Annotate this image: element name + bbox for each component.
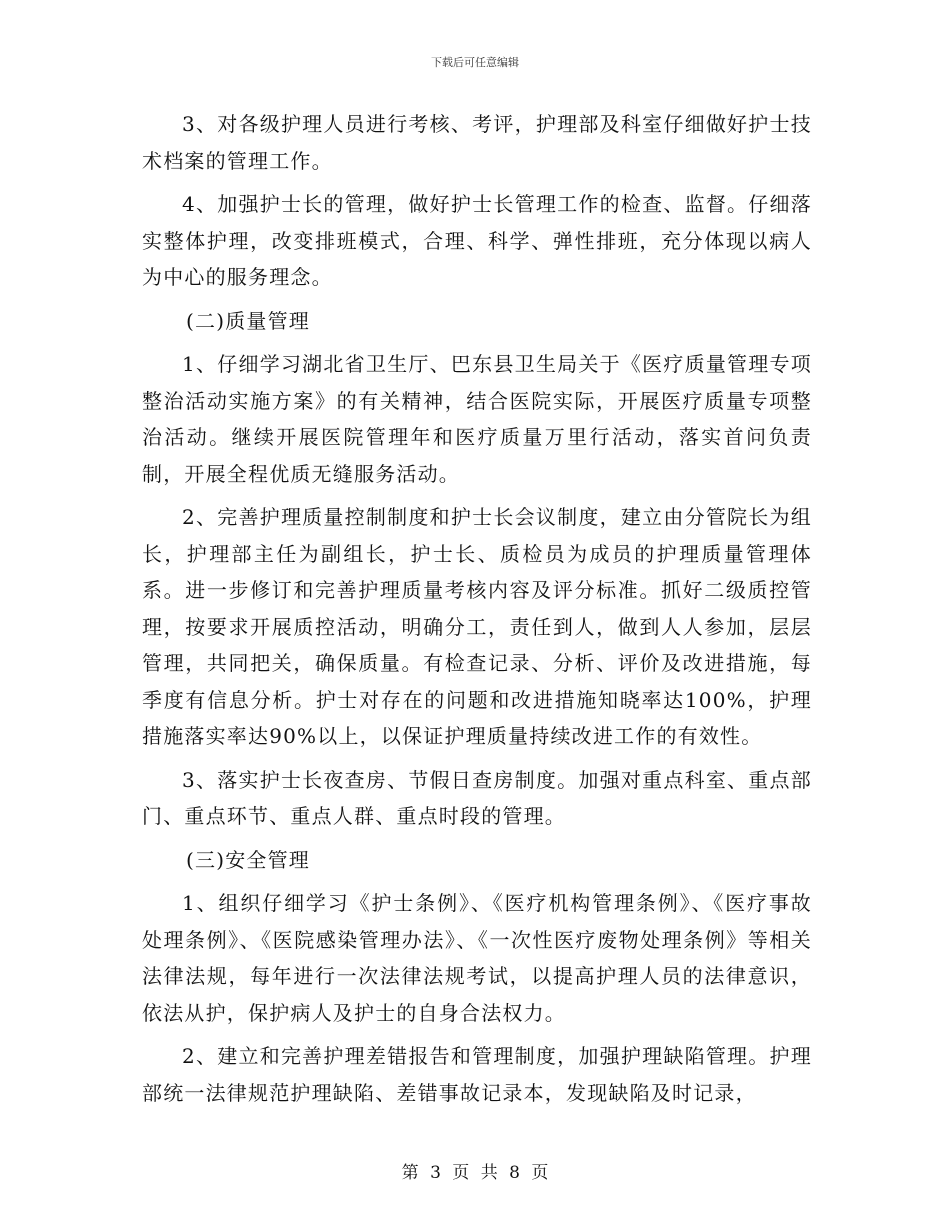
section-heading-quality: (二)质量管理 — [186, 308, 311, 333]
section-heading-safety: (三)安全管理 — [186, 847, 311, 872]
paragraph-night-rounds: 3、落实护士长夜查房、节假日查房制度。加强对重点科室、重点部门、重点环节、重点人群、重点时段的管理。 — [142, 767, 812, 828]
paragraph-assessment: 3、对各级护理人员进行考核、考评，护理部及科室仔细做好护士技术档案的管理工作。 — [142, 112, 812, 173]
page-footer: 第 3 页 共 8 页 — [401, 1163, 549, 1183]
paragraph-head-nurse: 4、加强护士长的管理，做好护士长管理工作的检查、监督。仔细落实整体护理，改变排班模式，合理、科学、弹性排班，充分体现以病人为中心的服务理念。 — [142, 192, 812, 289]
paragraph-quality-campaign: 1、仔细学习湖北省卫生厅、巴东县卫生局关于《医疗质量管理专项整治活动实施方案》的有关精神，结合医院实际，开展医疗质量专项整治活动。继续开展医院管理年和医疗质量万里行活动，落实首问负责制，开展全程优质无缝服务活动。 — [142, 352, 812, 486]
paragraph-error-reporting: 2、建立和完善护理差错报告和管理制度，加强护理缺陷管理。护理部统一法律规范护理缺陷、差错事故记录本，发现缺陷及时记录， — [142, 1044, 812, 1105]
document-body — [142, 106, 812, 1118]
paragraph-legal-study: 1、组织仔细学习《护士条例》、《医疗机构管理条例》、《医疗事故处理条例》、《医院感染管理办法》、《一次性医疗废物处理条例》等相关法律法规，每年进行一次法律法规考试，以提高护理人员的法律意识，依法从护，保护病人及护士的自身合法权力。 — [142, 891, 812, 1025]
page-header: 下载后可任意编辑 — [431, 56, 519, 69]
paragraph-quality-control: 2、完善护理质量控制制度和护士长会议制度，建立由分管院长为组长，护理部主任为副组长，护士长、质检员为成员的护理质量管理体系。进一步修订和完善护理质量考核内容及评分标准。抓好二级质控管理，按要求开展质控活动，明确分工，责任到人，做到人人参加，层层管理，共同把关，确保质量。有检查记录、分析、评价及改进措施，每季度有信息分析。护士对存在的问题和改进措施知晓率达100%，护理措施落实率达90%以上，以保证护理质量持续改进工作的有效性。 — [142, 505, 812, 748]
